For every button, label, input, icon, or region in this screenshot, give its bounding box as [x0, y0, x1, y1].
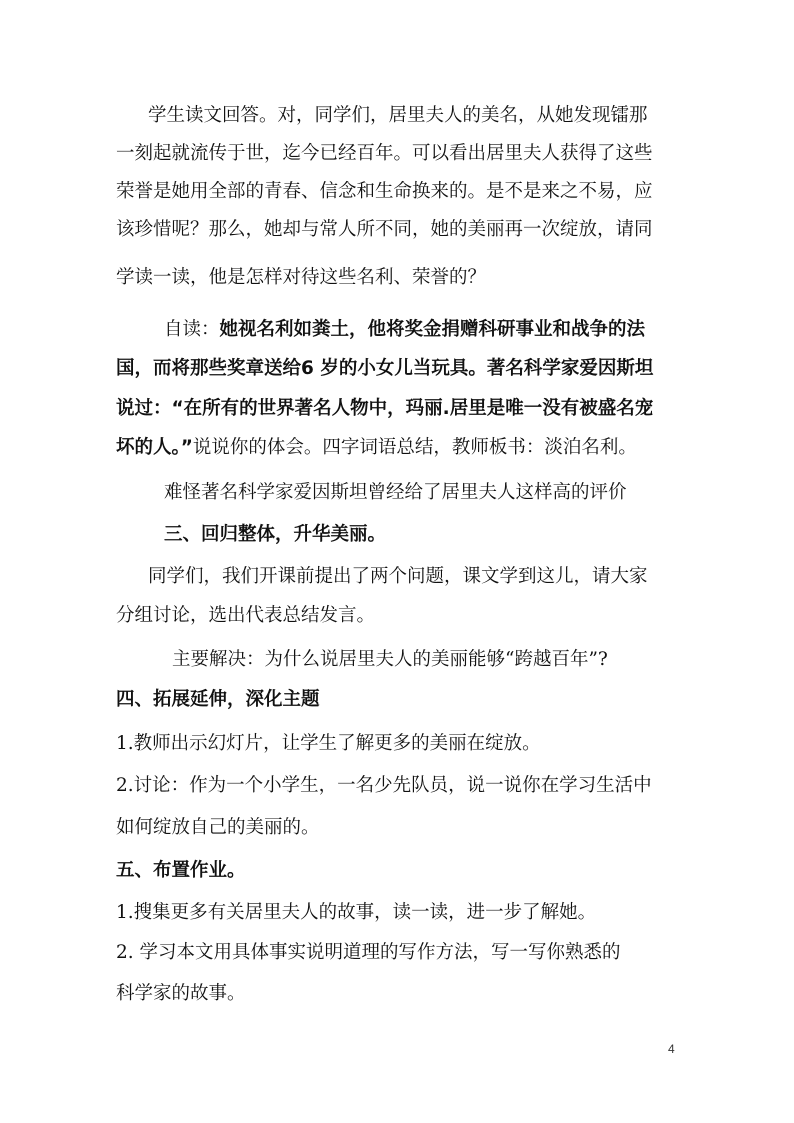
quote-end: 坏的人。” — [116, 437, 193, 458]
page-number: 4 — [668, 1042, 675, 1056]
paragraph-1-line-2: 一刻起就流传于世，迄今已经百年。可以看出居里夫人获得了这些 — [116, 143, 653, 164]
section-4-heading: 四、拓展延伸，深化主题 — [116, 689, 320, 710]
paragraph-5: 主要解决：为什么说居里夫人的美丽能够“跨越百年”? — [172, 649, 608, 670]
paragraph-3: 难怪著名科学家爱因斯坦曾经给了居里夫人这样高的评价 — [164, 482, 627, 503]
list-item-5-2-line-1: 2. 学习本文用具体事实说明道理的写作方法，写一写你熟悉的 — [116, 942, 621, 963]
paragraph-2-line-3: 说过：“在所有的世界著名人物中，玛丽.居里是唯一没有被盛名宠 — [116, 398, 654, 419]
paragraph-4-line-2: 分组讨论，选出代表总结发言。 — [116, 605, 376, 626]
paragraph-2-line-1 — [164, 318, 645, 342]
paragraph-2-rest: 说说你的体会。四字词语总结，教师板书：淡泊名利。 — [192, 437, 637, 458]
paragraph-1-line-3: 荣誉是她用全部的青春、信念和生命换来的。是不是来之不易，应 — [116, 181, 653, 202]
section-5-heading: 五、布置作业。 — [116, 860, 246, 881]
paragraph-2-line-2: 国，而将那些奖章送给6 岁的小女儿当玩具。著名科学家爱因斯坦 — [116, 358, 654, 379]
paragraph-1-line-5: 学读一读，他是怎样对待这些名利、荣誉的？ — [116, 267, 487, 288]
paragraph-4-line-1: 同学们，我们开课前提出了两个问题，课文学到这儿，请大家 — [148, 566, 648, 587]
quote-text: 她视名利如粪土，他将奖金捐赠科研事业和战争的法 — [219, 319, 646, 340]
list-item-4-1: 1.教师出示幻灯片，让学生了解更多的美丽在绽放。 — [116, 733, 541, 754]
section-3-heading: 三、回归整体，升华美丽。 — [164, 524, 387, 545]
list-item-4-2-line-1: 2.讨论：作为一个小学生，一名少先队员，说一说你在学习生活中 — [116, 775, 652, 796]
paragraph-2-line-4 — [116, 436, 637, 460]
list-item-5-2-line-2: 科学家的故事。 — [116, 983, 246, 1004]
self-reading-label: 自读： — [164, 319, 220, 340]
list-item-5-1: 1.搜集更多有关居里夫人的故事，读一读，进一步了解她。 — [116, 902, 597, 923]
list-item-4-2-line-2: 如何绽放自己的美丽的。 — [116, 817, 320, 838]
paragraph-1-line-4: 该珍惜呢？那么，她却与常人所不同，她的美丽再一次绽放，请同 — [116, 219, 653, 240]
paragraph-1-line-1: 学生读文回答。对，同学们，居里夫人的美名，从她发现镭那 — [148, 105, 648, 126]
